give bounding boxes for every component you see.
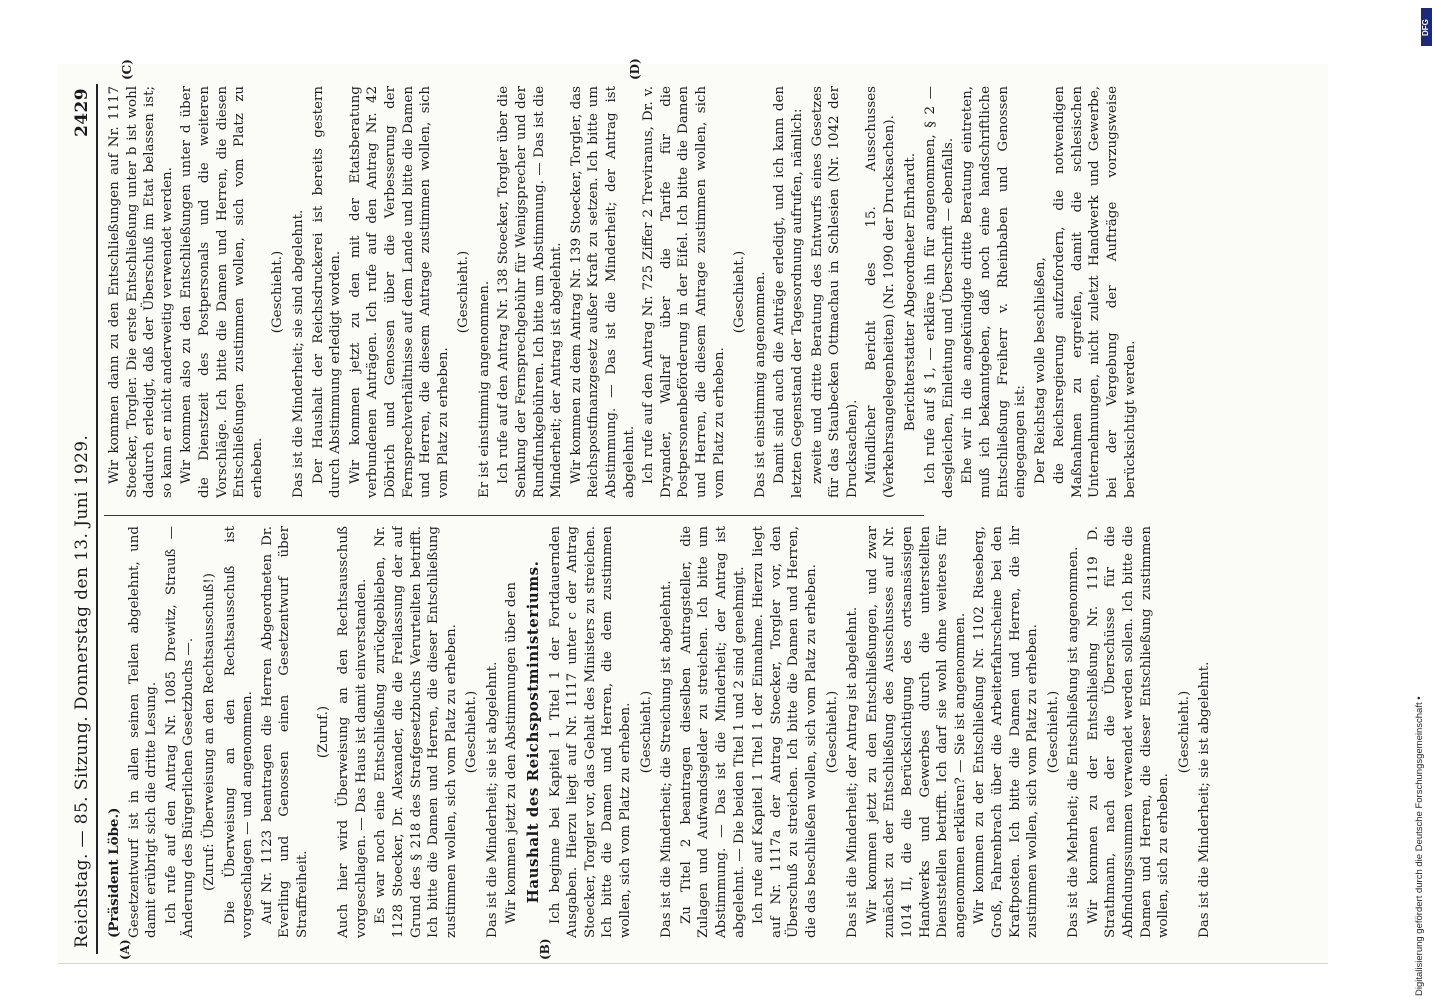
paragraph: Er ist einstimmig angenommen. xyxy=(476,280,492,498)
stage-direction: (Geschieht.) xyxy=(270,250,286,334)
paragraph: Auf Nr. 1123 beantragen die Herren Abgeordneten Dr. Everling und Genossen einen Gesetzentwurf über Straffreiheit. xyxy=(259,526,310,938)
section-heading: Haushalt des Reichspostministeriums. xyxy=(524,560,543,904)
paragraph: Ich beginne bei Kapitel 1 Titel 1 der Fortdauernden Ausgaben. Hierzu liegt auf Nr. 1117 unter c der Antrag Stoecker, Torgler vor, das Gehalt des Ministers zu streichen. Ich bitte die Damen und Herren, die dem zustimmen wollen, sich vom Platz zu erheben. xyxy=(547,526,634,938)
paragraph: Wir kommen dann zu den Entschließungen auf Nr. 1117 Stoecker, Torgler. Die erste Entschließung unter b ist wohl dadurch erledigt, daß der Überschuß im Etat belassen ist; so kann er nicht anderweitig verwendet werden. xyxy=(107,86,175,498)
paragraph: Damit sind auch die Anträge erledigt, und ich kann den letzten Gegenstand der Tagesordnung aufrufen, nämlich: xyxy=(772,86,805,498)
paragraph: Zu Titel 2 beantragen dieselben Antragsteller, die Zulagen und Aufwandsgelder zu streichen. Ich bitte um Abstimmung. — Das ist die Minderheit; der Antrag ist abgelehnt. — Die beiden Titel 1 und 2 sind genehmigt. xyxy=(678,526,747,938)
paragraph: Wir kommen also zu den Entschließungen unter d über die Dienstzeit des Postpersonals und die weiteren Vorschläge. Ich bitte die Damen und Herren, die diesen Entschließungen zustimmen wollen, sich vom Platz zu erheben. xyxy=(179,86,265,498)
paragraph: Das ist die Mehrheit; die Entschließung ist angenommen. xyxy=(1066,546,1082,938)
paragraph: Gesetzentwurf ist in allen seinen Teilen abgelehnt, und damit erübrigt sich die dritte Lesung. xyxy=(126,526,160,938)
paragraph: Der Reichstag wolle beschließen, xyxy=(1032,257,1048,484)
dfg-logo-text: DFG xyxy=(1421,19,1430,36)
paragraph: Ich rufe auf den Antrag Nr. 1085 Drewitz, Strauß — Änderung des Bürgerlichen Gesetzbuchs —. xyxy=(163,526,197,938)
paragraph: die Reichsregierung aufzufordern, die notwendigen Maßnahmen zu ergreifen, damit die schlesischen Unternehmungen, nicht zuletzt Handwerk und Gewerbe, bei der Vergebung der Aufträge vorzugsweise berücksichtigt werden. xyxy=(1052,86,1138,498)
dfg-logo xyxy=(1421,8,1432,46)
running-head xyxy=(66,84,98,954)
margin-marker-a: (A) xyxy=(118,939,132,960)
paragraph: Das ist die Minderheit; sie ist abgelehnt. xyxy=(484,661,500,938)
paragraph: Es war noch eine Entschließung zurückgeblieben, Nr. 1128 Stoecker, Dr. Alexander, die die Freilassung der auf Grund des § 218 des Strafgesetzbuchs Verurteilten betrifft. Ich bitte die Damen und Herren, die dieser Entschließung zustimmen wollen, sich vom Platz zu erheben. xyxy=(373,526,459,938)
paragraph: Die Überweisung an den Rechtsausschuß ist vorgeschlagen — und angenommen. xyxy=(222,526,256,938)
paragraph: Wir kommen zu der Entschließung Nr. 1102 Rieseberg, Groß, Fahrenbrach über die Arbeiterfahrscheine bei den Kraftposten. Ich bitte die Damen und Herren, die ihr zustimmen wollen, sich vom Platz zu erheben. xyxy=(972,526,1041,938)
paragraph: Das ist die Minderheit; sie ist abgelehnt. xyxy=(1197,661,1213,938)
paragraph: Wir kommen jetzt zu den Entschließungen, und zwar zunächst zu der Entschließung des Ausschusses auf Nr. 1014 II, die die Berücksichtigung des ortsansässigen Handwerks und Gewerbes durch die unterstellten Dienststellen betrifft. Ich darf sie wohl ohne weiteres für angenommen erklären? — Sie ist angenommen. xyxy=(864,526,968,938)
stage-direction: Berichterstatter Abgeordneter Ehrhardt. xyxy=(902,152,918,432)
stage-direction: (Zuruf: Überweisung an den Rechtsausschuß!) xyxy=(201,573,217,891)
paragraph: Wir kommen zu der Entschließung Nr. 1119 D. Strathmann, nach der die Überschüsse für die Abfindungssummen verwendet werden sollen. Ich bitte die Damen und Herren, die dieser Entschließung zustimmen wollen, sich zu erheben. xyxy=(1085,526,1172,938)
margin-marker-b: (B) xyxy=(538,938,552,960)
stage-direction: (Geschieht.) xyxy=(456,250,472,334)
page-number: 2429 xyxy=(72,88,92,137)
speaker-label: (Präsident Löbe.) xyxy=(106,807,122,938)
paragraph: Das ist einstimmig angenommen. xyxy=(752,271,768,498)
stage-direction: (Geschieht.) xyxy=(1045,690,1061,774)
stage-direction: (Geschieht.) xyxy=(464,690,480,774)
stage-direction: (Geschieht.) xyxy=(732,250,748,334)
right-column xyxy=(106,86,1306,498)
paragraph: Der Haushalt der Reichsdruckerei ist bereits gestern durch Abstimmung erledigt worden. xyxy=(310,86,344,498)
paragraph: Auch hier wird Überweisung an den Rechtsausschuß vorgeschlagen. — Das Haus ist damit einverstanden. xyxy=(336,526,369,938)
paragraph: Ich rufe auf Kapitel 1 Titel 1 der Einnahme. Hierzu liegt auf Nr. 1117a der Antrag Stoecker, Torgler vor, den Überschuß zu streichen. Ich bitte die Damen und Herren, die das beschließen wollen, sich vom Platz zu erheben. xyxy=(751,526,819,938)
paragraph: Das ist die Minderheit; die Streichung ist abgelehnt. xyxy=(659,580,675,938)
margin-marker-c: (C) xyxy=(120,59,134,80)
paragraph: Ich rufe auf den Antrag Nr. 725 Ziffer 2 Treviranus, Dr. v. Dryander, Wallraf über die Tarife für die Postpersonenbeförderung in der Eifel. Ich bitte die Damen und Herren, die diesem Antrage zustimmen wollen, sich vom Platz zu erheben. xyxy=(641,86,727,498)
stage-direction: (Geschieht.) xyxy=(1176,690,1192,774)
paragraph: Das ist die Minderheit; der Antrag ist abgelehnt. xyxy=(845,606,861,938)
left-column xyxy=(106,526,1306,938)
digitization-credit: Digitalisierung gefördert durch die Deutsche Forschungsgemeinschaft • xyxy=(1414,696,1425,996)
scanned-page xyxy=(58,58,1328,964)
paragraph: Mündlicher Bericht des 15. Ausschusses (Verkehrsangelegenheiten) (Nr. 1090 der Drucksachen). xyxy=(864,86,897,498)
stage-direction: (Geschieht.) xyxy=(638,690,654,774)
paragraph: Wir kommen zu dem Antrag Nr. 139 Stoecker, Torgler, das Reichspostfinanzgesetz außer Kraft zu setzen. Ich bitte um Abstimmung. — Das ist die Minderheit; der Antrag ist abgelehnt. xyxy=(568,86,637,498)
paragraph: Wir kommen jetzt zu den Abstimmungen über den xyxy=(504,581,520,924)
paragraph: zweite und dritte Beratung des Entwurfs eines Gesetzes für das Staubecken Ottmachau in Schlesien (Nr. 1042 der Drucksachen). xyxy=(809,86,860,498)
stage-direction: (Geschieht.) xyxy=(824,690,840,774)
paragraph: Wir kommen jetzt zu den mit der Etatsberatung verbundenen Anträgen. Ich rufe auf den Antrag Nr. 42 Döbrich und Genossen über die Verbesserung der Fernsprechverhältnisse auf dem Lande und bitte die Damen und Herren, die diesem Antrage zustimmen wollen, sich vom Platz zu erheben. xyxy=(347,86,451,498)
paragraph: Das ist die Minderheit; sie sind abgelehnt. xyxy=(290,209,306,498)
stage-direction: (Zuruf.) xyxy=(315,705,331,759)
margin-marker-d: (D) xyxy=(628,58,642,80)
header-title: Reichstag. — 85. Sitzung. Donnerstag den 13. Juni 1929. xyxy=(72,434,92,948)
column-divider xyxy=(104,515,924,516)
paragraph: Ehe wir in die angekündigte dritte Beratung eintreten, muß ich bekanntgeben, daß noch eine handschriftliche Entschließung Freiherr v. Rheinbaben und Genossen eingegangen ist: xyxy=(960,86,1029,498)
paragraph: Ich rufe auf den Antrag Nr. 138 Stoecker, Torgler über die Senkung der Fernsprechgebühr für Wenigsprecher und der Rundfunkgebühren. Ich bitte um Abstimmung. — Das ist die Minderheit; der Antrag ist abgelehnt. xyxy=(496,86,565,498)
paragraph: Ich rufe auf § 1, — erkläre ihn für angenommen, § 2 — desgleichen, Einleitung und Überschrift — ebenfalls. xyxy=(923,86,956,498)
